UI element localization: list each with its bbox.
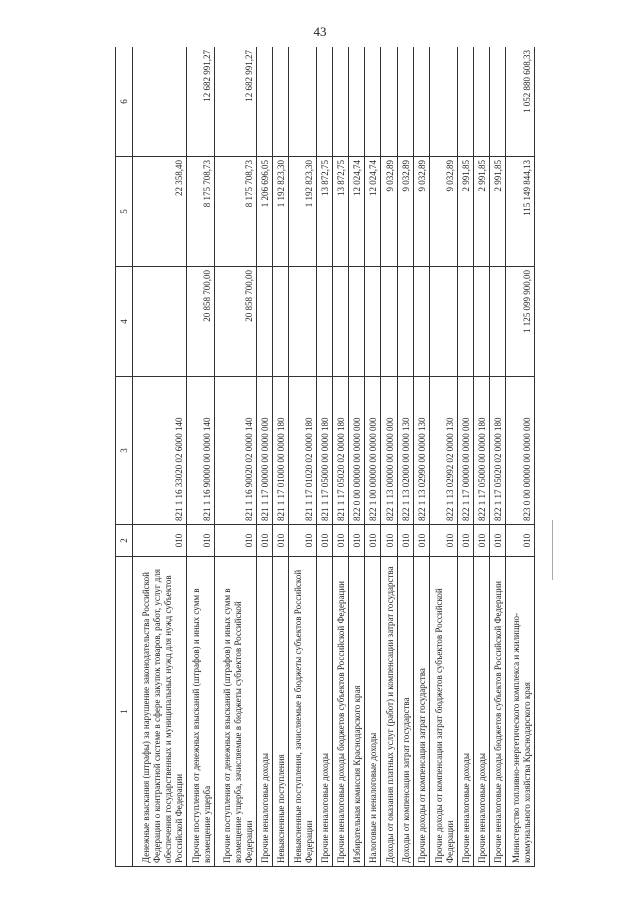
row-budget-code: 822 0 00 00000 00 0000 000: [349, 377, 365, 525]
header-col-3: 3: [116, 377, 133, 525]
row-budget-code: 821 1 16 33020 02 6000 140: [133, 377, 187, 525]
row-executed: 2 991,85: [458, 157, 474, 267]
row-name: Избирательная комиссия Краснодарского края: [349, 557, 365, 867]
row-name: Прочие неналоговые доходы: [256, 557, 272, 867]
page-number: 43: [313, 24, 327, 39]
row-name: Прочие неналоговые доходы бюджетов субъектов Российской Федерации: [333, 557, 349, 867]
header-col-6: 6: [116, 47, 133, 157]
row-line-code: 010: [490, 525, 506, 557]
table-row: [349, 47, 365, 867]
table-row: [413, 47, 429, 867]
row-executed: 9 032,89: [413, 157, 429, 267]
row-line-code: 010: [333, 525, 349, 557]
row-executed: 2 991,85: [474, 157, 490, 267]
row-name: Прочие неналоговые доходы: [474, 557, 490, 867]
row-planned: [365, 267, 381, 377]
table-row: [256, 47, 272, 867]
row-unexecuted: 1 052 880 608,33: [506, 47, 535, 157]
row-line-code: 010: [215, 525, 256, 557]
row-budget-code: 822 1 17 05000 00 0000 180: [474, 377, 490, 525]
row-executed: 9 032,89: [429, 157, 458, 267]
table-row: [272, 47, 288, 867]
row-executed: 1 192 823,30: [272, 157, 288, 267]
row-executed: 9 032,89: [397, 157, 413, 267]
row-planned: [333, 267, 349, 377]
table-row: [506, 47, 535, 867]
row-unexecuted: [413, 47, 429, 157]
row-budget-code: 823 0 00 00000 00 0000 000: [506, 377, 535, 525]
header-col-5: 5: [116, 157, 133, 267]
row-name: Налоговые и неналоговые доходы: [365, 557, 381, 867]
row-unexecuted: [429, 47, 458, 157]
row-name: Прочие неналоговые доходы бюджетов субъектов Российской Федерации: [490, 557, 506, 867]
row-line-code: 010: [381, 525, 397, 557]
row-planned: [490, 267, 506, 377]
row-executed: 13 872,75: [317, 157, 333, 267]
table-row: [490, 47, 506, 867]
row-unexecuted: [272, 47, 288, 157]
header-col-4: 4: [116, 267, 133, 377]
budget-revenue-table: [115, 47, 535, 867]
row-budget-code: 822 1 00 00000 00 0000 000: [365, 377, 381, 525]
row-name: Прочие поступления от денежных взысканий (штрафов) и иных сумм в возмещение ущерба, зачисляемые в бюджеты субъектов Российской Федерации: [215, 557, 256, 867]
row-budget-code: 821 1 17 01000 00 0000 180: [272, 377, 288, 525]
row-planned: [349, 267, 365, 377]
row-name: Прочие доходы от компенсации затрат бюджетов субъектов Российской Федерации: [429, 557, 458, 867]
row-planned: [381, 267, 397, 377]
row-budget-code: 821 1 17 05000 00 0000 180: [317, 377, 333, 525]
scan-margin-mark: [552, 520, 553, 580]
row-planned: [429, 267, 458, 377]
row-executed: 9 032,89: [381, 157, 397, 267]
row-line-code: 010: [429, 525, 458, 557]
row-planned: [413, 267, 429, 377]
header-col-1: 1: [116, 557, 133, 867]
row-executed: 13 872,75: [333, 157, 349, 267]
row-line-code: 010: [186, 525, 215, 557]
rotated-table-container: [115, 47, 535, 867]
row-name: Невыясненные поступления: [272, 557, 288, 867]
row-unexecuted: [365, 47, 381, 157]
row-line-code: 010: [317, 525, 333, 557]
row-unexecuted: [490, 47, 506, 157]
row-name: Министерство топливно-энергетического комплекса и жилищно-коммунального хозяйства Краснодарского края: [506, 557, 535, 867]
table-row: [365, 47, 381, 867]
row-line-code: 010: [397, 525, 413, 557]
row-line-code: 010: [365, 525, 381, 557]
table-row: [317, 47, 333, 867]
row-unexecuted: 12 682 991,27: [215, 47, 256, 157]
table-row: [381, 47, 397, 867]
row-line-code: 010: [474, 525, 490, 557]
table-row: [133, 47, 187, 867]
table-row: [215, 47, 256, 867]
row-unexecuted: [474, 47, 490, 157]
table-row: [186, 47, 215, 867]
row-unexecuted: [397, 47, 413, 157]
row-name: Прочие неналоговые доходы: [317, 557, 333, 867]
row-line-code: 010: [133, 525, 187, 557]
row-budget-code: 822 1 13 00000 00 0000 000: [381, 377, 397, 525]
row-planned: [272, 267, 288, 377]
row-unexecuted: [288, 47, 317, 157]
row-unexecuted: [458, 47, 474, 157]
row-unexecuted: [317, 47, 333, 157]
row-budget-code: 821 1 17 01020 02 0000 180: [288, 377, 317, 525]
table-row: [429, 47, 458, 867]
row-budget-code: 822 1 13 02000 00 0000 130: [397, 377, 413, 525]
row-planned: [317, 267, 333, 377]
row-planned: [397, 267, 413, 377]
row-line-code: 010: [256, 525, 272, 557]
row-planned: [474, 267, 490, 377]
table-row: [397, 47, 413, 867]
row-budget-code: 822 1 13 02990 00 0000 130: [413, 377, 429, 525]
table-row: [474, 47, 490, 867]
row-executed: 8 175 708,73: [215, 157, 256, 267]
row-budget-code: 822 1 17 00000 00 0000 000: [458, 377, 474, 525]
row-executed: 22 358,40: [133, 157, 187, 267]
header-col-2: 2: [116, 525, 133, 557]
row-line-code: 010: [272, 525, 288, 557]
row-planned: [458, 267, 474, 377]
row-planned: [256, 267, 272, 377]
table-header-row: [116, 47, 133, 867]
row-planned: 1 125 099 900,00: [506, 267, 535, 377]
row-name: Прочие неналоговые доходы: [458, 557, 474, 867]
row-name: Доходы от оказания платных услуг (работ) и компенсации затрат государства: [381, 557, 397, 867]
row-executed: 1 192 823,30: [288, 157, 317, 267]
row-unexecuted: [333, 47, 349, 157]
table-row: [333, 47, 349, 867]
row-executed: 1 206 696,05: [256, 157, 272, 267]
row-unexecuted: [133, 47, 187, 157]
row-line-code: 010: [413, 525, 429, 557]
row-executed: 12 024,74: [365, 157, 381, 267]
row-name: Доходы от компенсации затрат государства: [397, 557, 413, 867]
row-unexecuted: [349, 47, 365, 157]
row-executed: 12 024,74: [349, 157, 365, 267]
rotated-table-frame: [115, 47, 535, 867]
row-planned: [133, 267, 187, 377]
row-budget-code: 821 1 17 05020 02 0000 180: [333, 377, 349, 525]
row-budget-code: 821 1 17 00000 00 0000 000: [256, 377, 272, 525]
row-executed: 2 991,85: [490, 157, 506, 267]
row-line-code: 010: [506, 525, 535, 557]
row-line-code: 010: [349, 525, 365, 557]
row-name: Невыясненные поступления, зачисляемые в бюджеты субъектов Российской Федерации: [288, 557, 317, 867]
row-budget-code: 821 1 16 90000 00 0000 140: [186, 377, 215, 525]
row-unexecuted: 12 682 991,27: [186, 47, 215, 157]
row-name: Прочие поступления от денежных взысканий (штрафов) и иных сумм в возмещение ущерба: [186, 557, 215, 867]
row-executed: 8 175 708,73: [186, 157, 215, 267]
row-unexecuted: [381, 47, 397, 157]
row-planned: 20 858 700,00: [215, 267, 256, 377]
row-executed: 115 149 844,13: [506, 157, 535, 267]
row-line-code: 010: [288, 525, 317, 557]
row-name: Денежные взыскания (штрафы) за нарушение законодательства Российской Федерации о контрактной системе в сфере закупок товаров, работ, услуг для обеспечения государственных и муниципальных нужд для нужд субъектов Российской Федерации: [133, 557, 187, 867]
row-planned: 20 858 700,00: [186, 267, 215, 377]
table-row: [288, 47, 317, 867]
row-budget-code: 822 1 13 02992 02 0000 130: [429, 377, 458, 525]
row-budget-code: 821 1 16 90020 02 0000 140: [215, 377, 256, 525]
row-line-code: 010: [458, 525, 474, 557]
row-planned: [288, 267, 317, 377]
row-budget-code: 822 1 17 05020 02 0000 180: [490, 377, 506, 525]
row-unexecuted: [256, 47, 272, 157]
row-name: Прочие доходы от компенсации затрат государства: [413, 557, 429, 867]
table-row: [458, 47, 474, 867]
